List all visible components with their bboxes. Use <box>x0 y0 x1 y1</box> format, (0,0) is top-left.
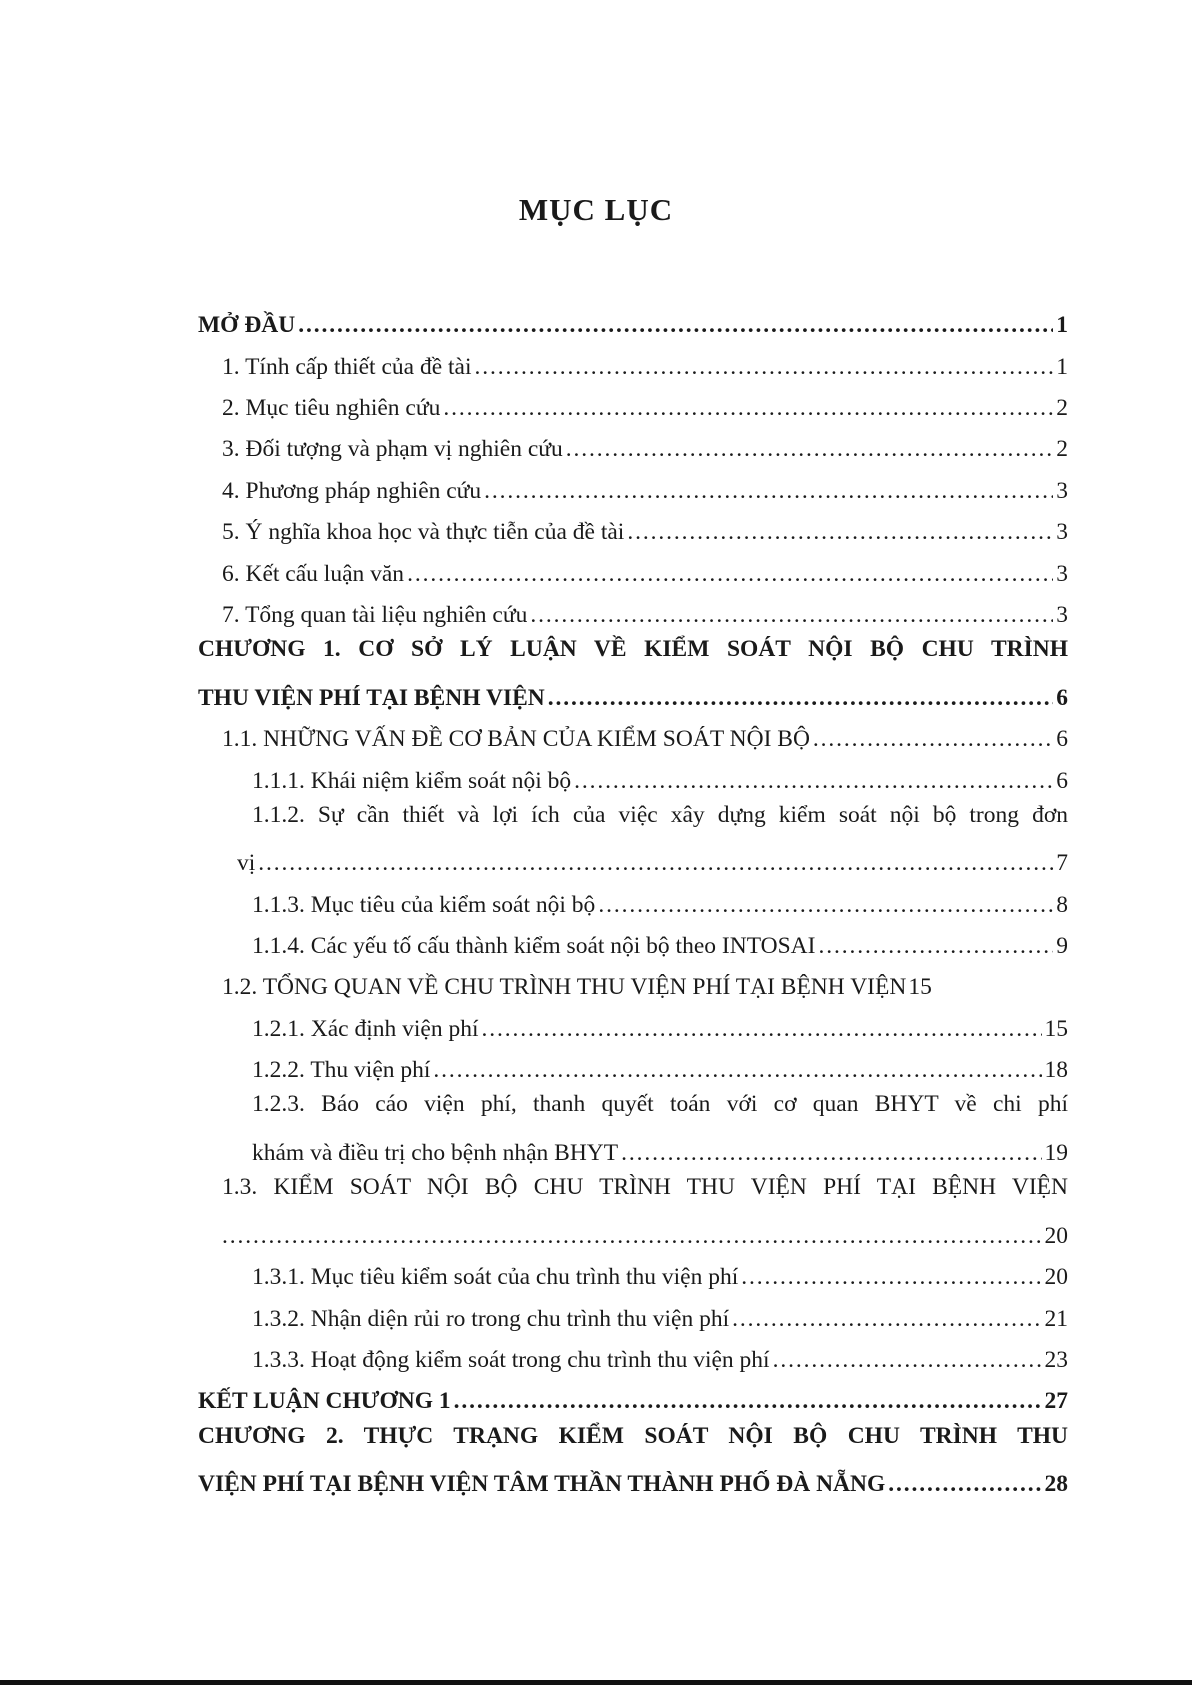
toc-entry[interactable]: 1.3.1. Mục tiêu kiểm soát của chu trình thu viện phí . . . 20 <box>198 1250 1068 1291</box>
toc-entry[interactable]: 5. Ý nghĩa khoa học và thực tiễn của đề tài . . . 3 <box>198 505 1068 546</box>
toc-entry[interactable]: 4. Phương pháp nghiên cứu . . . 3 <box>198 464 1068 505</box>
toc-entry[interactable]: 1.2.1. Xác định viện phí . . . 15 <box>198 1002 1068 1043</box>
toc-entry[interactable]: 3. Đối tượng và phạm vị nghiên cứu . . . 2 <box>198 422 1068 463</box>
toc-entry[interactable]: 7. Tổng quan tài liệu nghiên cứu . . . 3 <box>198 588 1068 629</box>
toc-entry[interactable]: 1.3.3. Hoạt động kiểm soát trong chu trình thu viện phí . . . 23 <box>198 1333 1068 1374</box>
toc-entry[interactable]: 1.1.3. Mục tiêu của kiểm soát nội bộ . . . 8 <box>198 877 1068 918</box>
toc-entry-chapter-1[interactable]: CHƯƠNG 1. CƠ SỞ LÝ LUẬN VỀ KIỂM SOÁT NỘI BỘ CHU TRÌNH THU VIỆN PHÍ TẠI BỆNH VIỆN . . . 6 <box>198 629 1068 712</box>
page-title: MỤC LỤC <box>518 192 674 227</box>
toc-entry-ket-luan-chuong-1[interactable]: KẾT LUẬN CHƯƠNG 1 . . . 27 <box>198 1374 1068 1415</box>
toc-entry[interactable]: 1.1.1. Khái niệm kiểm soát nội bộ . . . 6 <box>198 753 1068 794</box>
toc-entry-mo-dau[interactable]: MỞ ĐẦU . . . 1 <box>198 298 1068 339</box>
toc-entry-section-1-1[interactable]: 1.1. NHỮNG VẤN ĐỀ CƠ BẢN CỦA KIỂM SOÁT NỘI BỘ . . . 6 <box>198 712 1068 753</box>
page-bottom-border <box>0 1680 1192 1685</box>
toc-entry[interactable]: 1.1.4. Các yếu tố cấu thành kiểm soát nội bộ theo INTOSAI . . . 9 <box>198 919 1068 960</box>
toc-entry-section-1-2[interactable]: 1.2. TỔNG QUAN VỀ CHU TRÌNH THU VIỆN PHÍ TẠI BỆNH VIỆN 15 <box>222 974 932 1001</box>
toc-entry[interactable]: 1.2.2. Thu viện phí . . . 18 <box>198 1043 1068 1084</box>
toc-entry[interactable]: 1. Tính cấp thiết của đề tài . . . 1 <box>198 339 1068 380</box>
toc-entry[interactable]: 6. Kết cấu luận văn . . . 3 <box>198 546 1068 587</box>
table-of-contents <box>198 298 1068 1498</box>
toc-entry-chapter-2[interactable]: CHƯƠNG 2. THỰC TRẠNG KIỂM SOÁT NỘI BỘ CHU TRÌNH THU VIỆN PHÍ TẠI BỆNH VIỆN TÂM THẦN THÀNH PHỐ ĐÀ NẴNG . . . 28 <box>198 1416 1068 1499</box>
toc-entry-section-1-3[interactable]: 1.3. KIỂM SOÁT NỘI BỘ CHU TRÌNH THU VIỆN PHÍ TẠI BỆNH VIỆN . . . 20 <box>198 1167 1068 1250</box>
toc-entry[interactable]: 1.3.2. Nhận diện rủi ro trong chu trình thu viện phí . . . 21 <box>198 1291 1068 1332</box>
toc-entry[interactable]: 1.1.2. Sự cần thiết và lợi ích của việc xây dựng kiểm soát nội bộ trong đơn vị . . . 7 <box>198 795 1068 878</box>
toc-entry[interactable]: 1.2.3. Báo cáo viện phí, thanh quyết toán với cơ quan BHYT về chi phí khám và điều trị cho bệnh nhận BHYT . . . 19 <box>198 1084 1068 1167</box>
toc-entry[interactable]: 2. Mục tiêu nghiên cứu . . . 2 <box>198 381 1068 422</box>
